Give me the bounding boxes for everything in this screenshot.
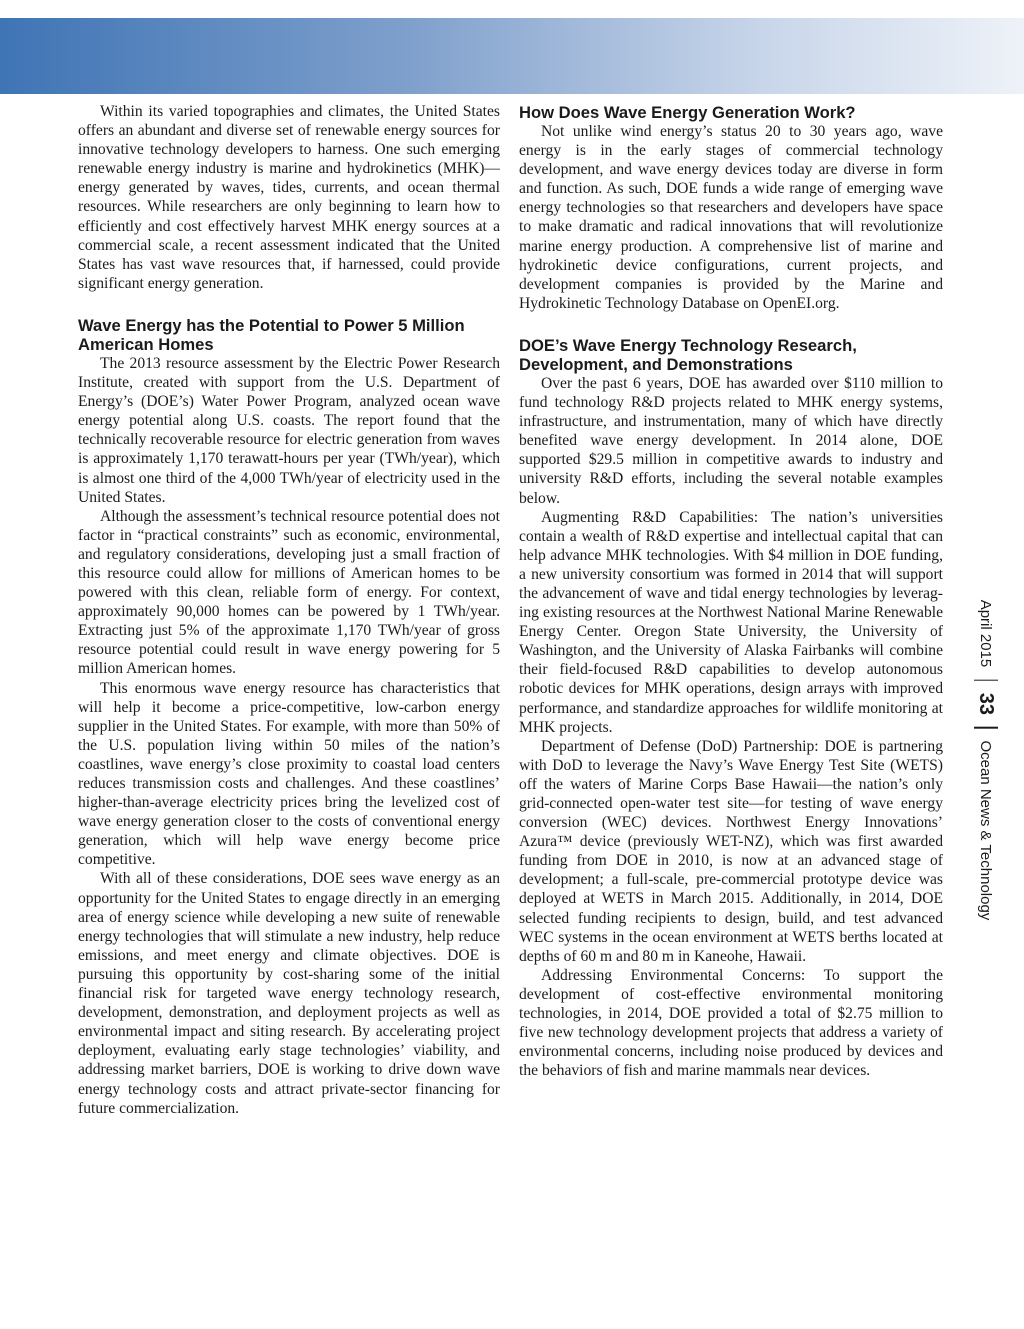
intro-paragraph: Within its varied topographies and climates, the United States offers an abundant and diverse set of renewable energy sources for innovative technology developers to harness. One such emerging renewable energy industry is marine and hydrokinetics (MHK)—energy generated by waves, tides, currents, and ocean thermal resources. While researchers are only beginning to learn how to efficiently and cost effectively harvest MHK energy sources at a commercial scale, a recent assessment indicated that the United States has vast wave resources that, if harnessed, could provide significant energy generation. [78,103,500,292]
body-paragraph: The 2013 resource assessment by the Electric Power Research Institute, created with support from the U.S. Department of Energy’s (DOE’s) Water Power Program, analyzed ocean wave energy potential along U.S. coasts. The report found that the technically recoverable resource for electric generation from waves is approximately 1,170 terawatt-hours per year (TWh/year), which is almost one third of the 4,000 TWh/year of electricity used in the United States. [78,354,500,506]
body-paragraph: With all of these considerations, DOE sees wave energy as an opportunity for the United States to engage directly in an emerging area of energy science while developing a new suite of renewable energy technologies that will stimulate a new industry, help reduce emissions, and meet energy and climate objectives. DOE is pursuing this opportunity by cost-sharing some of the initial financial risk for targeted wave energy technology research, development, demonstration, and deployment projects as well as environmental impact and siting research. By accelerating project deployment, evaluating early stage technologies’ viability, and addressing market barriers, DOE is working to drive down wave energy technology costs and attract private-sector financing for future commercialization. [78,870,500,1117]
right-column [519,102,943,1080]
body-paragraph: Department of Defense (DoD) Partnership: DOE is partnering with DoD to leverage the Navy’s Wave Energy Test Site (WETS) off the waters of Marine Corps Base Hawaii—the nation’s only grid-connected open-water test site—for testing of wave energy conversion (WEC) devices. Northwest Energy Innovations’ Azura™ device (previously WET-NZ), which was first awarded funding from DOE in 2010, is now at an advanced stage of development; a full-scale, pre-commercial prototype device was deployed at WETS in March 2015. Additionally, in 2014, DOE selected funding recipients to design, build, and test advanced WEC systems in the ocean environment at WETS berths located at depths of 60 m and 80 m in Kaneohe, Hawaii. [519,737,943,965]
body-paragraph: Although the assessment’s technical resource potential does not factor in “practical constraints” such as economic, environmental, and regulatory considerations, developing just a small fraction of this resource could allow for millions of American homes to be powered with this clean, reliable form of energy. For context, approximately 90,000 homes can be powered by 1 TWh/year. Extracting just 5% of the approximate 1,170 TWh/year of gross resource potential could result in wave energy powering for 5 million American homes. [78,507,500,678]
section-heading-doe-research: DOE’s Wave Energy Technology Research, Development, and Demonstrations [519,335,857,374]
folio-divider [974,727,998,729]
page-number: 33 [975,692,998,715]
folio-divider [974,679,998,681]
body-paragraph: This enormous wave energy resource has characteristics that will help it become a price-competitive, low-carbon energy supplier in the United States. For example, with more than 50% of the U.S. population living within 50 miles of the nation’s coastlines, wave energy’s close proximity to coastal load centers reduces transmission costs and challenges. And these coastlines’ higher-than-average electricity prices bring the levelized cost of wave energy generation closer to the costs of conventional energy generation, which will help wave energy become price competitive. [78,679,500,869]
body-paragraph: Not unlike wind energy’s status 20 to 30 years ago, wave energy is in the early stages of commercial technology development, and wave energy devices today are diverse in form and function. As such, DOE funds a wide range of emerging wave energy technologies so that researchers and developers have space to make dramatic and radical innovations that will revolutionize marine energy production. A comprehensive list of marine and hydrokinetic device configurations, current projects, and development companies is provided by the Marine and Hydrokinetic Technology Database on OpenEI.org. [519,123,943,312]
left-column [78,102,500,1118]
body-paragraph: Addressing Environmental Concerns: To support the development of cost-effective environmental monitoring technologies, in 2014, DOE provided a total of $2.75 million to five new technology development projects that address a variety of environmental concerns, including noise produced by devices and the behaviors of fish and marine mammals near devices. [519,966,943,1080]
page-folio [974,600,998,921]
section-heading-how-it-works: How Does Wave Energy Generation Work? [519,103,856,122]
body-paragraph: Augmenting R&D Capabilities: The nation’s universities contain a wealth of R&D expertise and intellectual capital that can help advance MHK technologies. With $4 million in DOE funding, a new university consortium was formed in 2014 that will support the advancement of wave and tidal energy technologies by leveraging existing resources at the Northwest National Marine Renewable Energy Center. Oregon State University, the University of Washington, and the University of Alaska Fairbanks will combine their field-focused R&D capabilities to develop autonomous robotic devices for MHK operations, design arrays with improved performance, and standardize approaches for wildlife monitoring at MHK projects. [519,508,943,736]
publication-name: Ocean News & Technology [977,740,995,921]
body-paragraph: Over the past 6 years, DOE has awarded over $110 million to fund technology R&D projects related to MHK energy systems, infrastructure, and instrumentation, many of which have directly benefited wave energy development. In 2014 alone, DOE supported $29.5 million in competitive awards to industry and university R&D efforts, including the several notable examples below. [519,374,943,507]
header-color-band [0,18,1024,94]
issue-date: April 2015 [977,599,995,668]
section-heading-wave-potential: Wave Energy has the Potential to Power 5 Million American Homes [78,315,465,354]
